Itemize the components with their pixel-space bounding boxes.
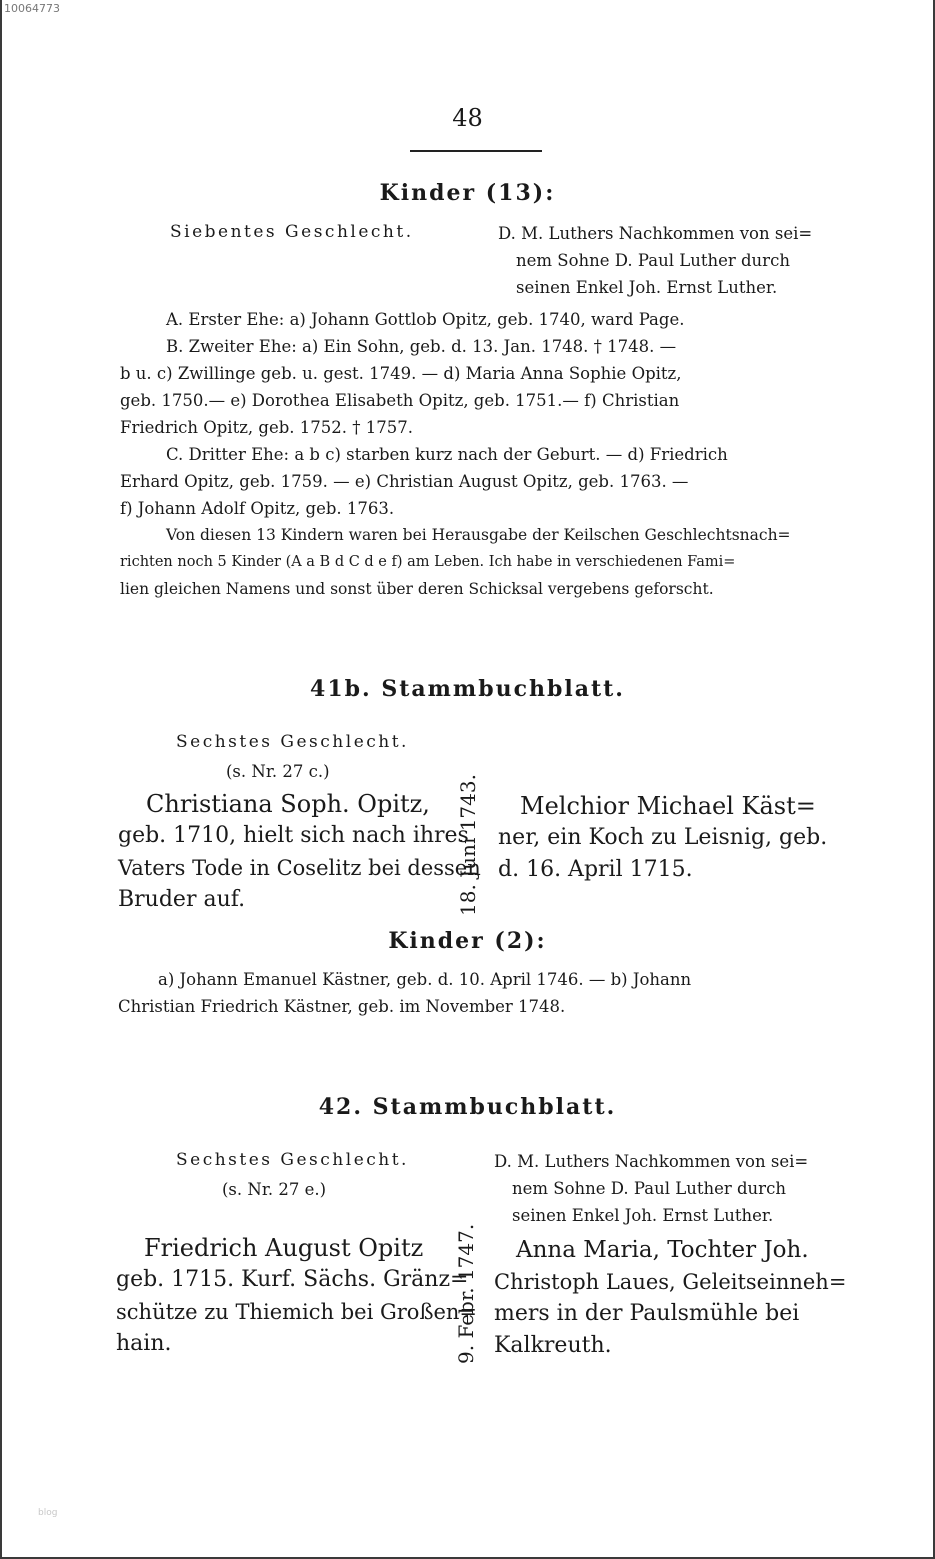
section1-descent-note — [498, 220, 812, 301]
section3-descent-note — [494, 1148, 808, 1229]
person-line: Anna Maria, Tochter Joh. — [516, 1237, 809, 1263]
section1-generation-label: Siebentes Geschlecht. — [170, 222, 414, 242]
person-line: Christiana Soph. Opitz, — [146, 790, 430, 818]
page-border-left — [0, 0, 2, 1559]
section2-bride — [498, 790, 827, 886]
scan-reference-id: 10064773 — [4, 2, 60, 15]
section2-groom — [118, 788, 481, 916]
section2-generation-label: Sechstes Geschlecht. — [176, 732, 409, 752]
child-entry-line: f) Johann Adolf Opitz, geb. 1763. — [120, 499, 395, 518]
child-entry-line: Friedrich Opitz, geb. 1752. † 1757. — [120, 418, 413, 437]
person-line: Friedrich August Opitz — [144, 1234, 424, 1262]
descent-line: seinen Enkel Joh. Ernst Luther. — [516, 278, 778, 297]
descent-line: nem Sohne D. Paul Luther durch — [516, 251, 790, 270]
section2-reference: (s. Nr. 27 c.) — [226, 762, 330, 781]
person-line: schütze zu Thiemich bei Großen= — [116, 1300, 478, 1324]
page-number: 48 — [452, 104, 483, 132]
child-entry-line: Christian Friedrich Kästner, geb. im November 1748. — [118, 997, 566, 1016]
person-line: d. 16. April 1715. — [498, 857, 693, 882]
person-line: mers in der Paulsmühle bei — [494, 1301, 800, 1326]
child-entry-line: B. Zweiter Ehe: a) Ein Sohn, geb. d. 13. Jan. 1748. † 1748. — — [166, 337, 677, 356]
descent-line: D. M. Luthers Nachkommen von sei= — [494, 1152, 809, 1171]
section2-heading: 41b. Stammbuchblatt. — [310, 676, 625, 702]
descent-line: seinen Enkel Joh. Ernst Luther. — [512, 1206, 774, 1225]
person-line: Vaters Tode in Coselitz bei dessen — [118, 856, 481, 880]
child-entry-line: a) Johann Emanuel Kästner, geb. d. 10. April 1746. — b) Johann — [158, 970, 692, 989]
person-line: Melchior Michael Käst= — [520, 792, 816, 820]
section3-generation-label: Sechstes Geschlecht. — [176, 1150, 409, 1170]
person-line: Bruder auf. — [118, 887, 246, 912]
section3-bride — [494, 1234, 846, 1362]
descent-line: D. M. Luthers Nachkommen von sei= — [498, 224, 813, 243]
child-entry-line: b u. c) Zwillinge geb. u. gest. 1749. — d) Maria Anna Sophie Opitz, — [120, 364, 682, 383]
note-line: lien gleichen Namens und sonst über deren Schicksal vergebens geforscht. — [120, 580, 714, 598]
section2-kinder-heading: Kinder (2): — [388, 928, 547, 954]
watermark: blog — [38, 1508, 58, 1518]
note-line: richten noch 5 Kinder (A a B d C d e f) am Leben. Ich habe in verschiedenen Fami= — [120, 554, 736, 570]
section1-children-list — [120, 306, 830, 603]
descent-line: nem Sohne D. Paul Luther durch — [512, 1179, 786, 1198]
section1-heading: Kinder (13): — [379, 180, 556, 206]
section3-heading: 42. Stammbuchblatt. — [318, 1094, 617, 1120]
person-line: geb. 1710, hielt sich nach ihres — [118, 823, 469, 848]
header-rule — [410, 150, 542, 152]
person-line: Kalkreuth. — [494, 1333, 612, 1358]
child-entry-line: Erhard Opitz, geb. 1759. — e) Christian August Opitz, geb. 1763. — — [120, 472, 689, 491]
section2-children-list — [118, 966, 691, 1020]
section3-reference: (s. Nr. 27 e.) — [222, 1180, 327, 1199]
person-line: hain. — [116, 1331, 172, 1356]
person-line: geb. 1715. Kurf. Sächs. Gränz= — [116, 1267, 469, 1292]
section2-wedding-date: 18. Juni 1743. — [456, 774, 480, 916]
person-line: ner, ein Koch zu Leisnig, geb. — [498, 825, 828, 850]
child-entry-line: geb. 1750.— e) Dorothea Elisabeth Opitz, geb. 1751.— f) Christian — [120, 391, 680, 410]
person-line: Christoph Laues, Geleitseinneh= — [494, 1270, 847, 1294]
note-line: Von diesen 13 Kindern waren bei Herausgabe der Keilschen Geschlechtsnach= — [166, 526, 791, 544]
section3-wedding-date: 9. Febr. 1747. — [454, 1223, 478, 1364]
section3-groom — [116, 1232, 477, 1360]
child-entry-line: C. Dritter Ehe: a b c) starben kurz nach der Geburt. — d) Friedrich — [166, 445, 728, 464]
child-entry-line: A. Erster Ehe: a) Johann Gottlob Opitz, geb. 1740, ward Page. — [166, 310, 685, 329]
